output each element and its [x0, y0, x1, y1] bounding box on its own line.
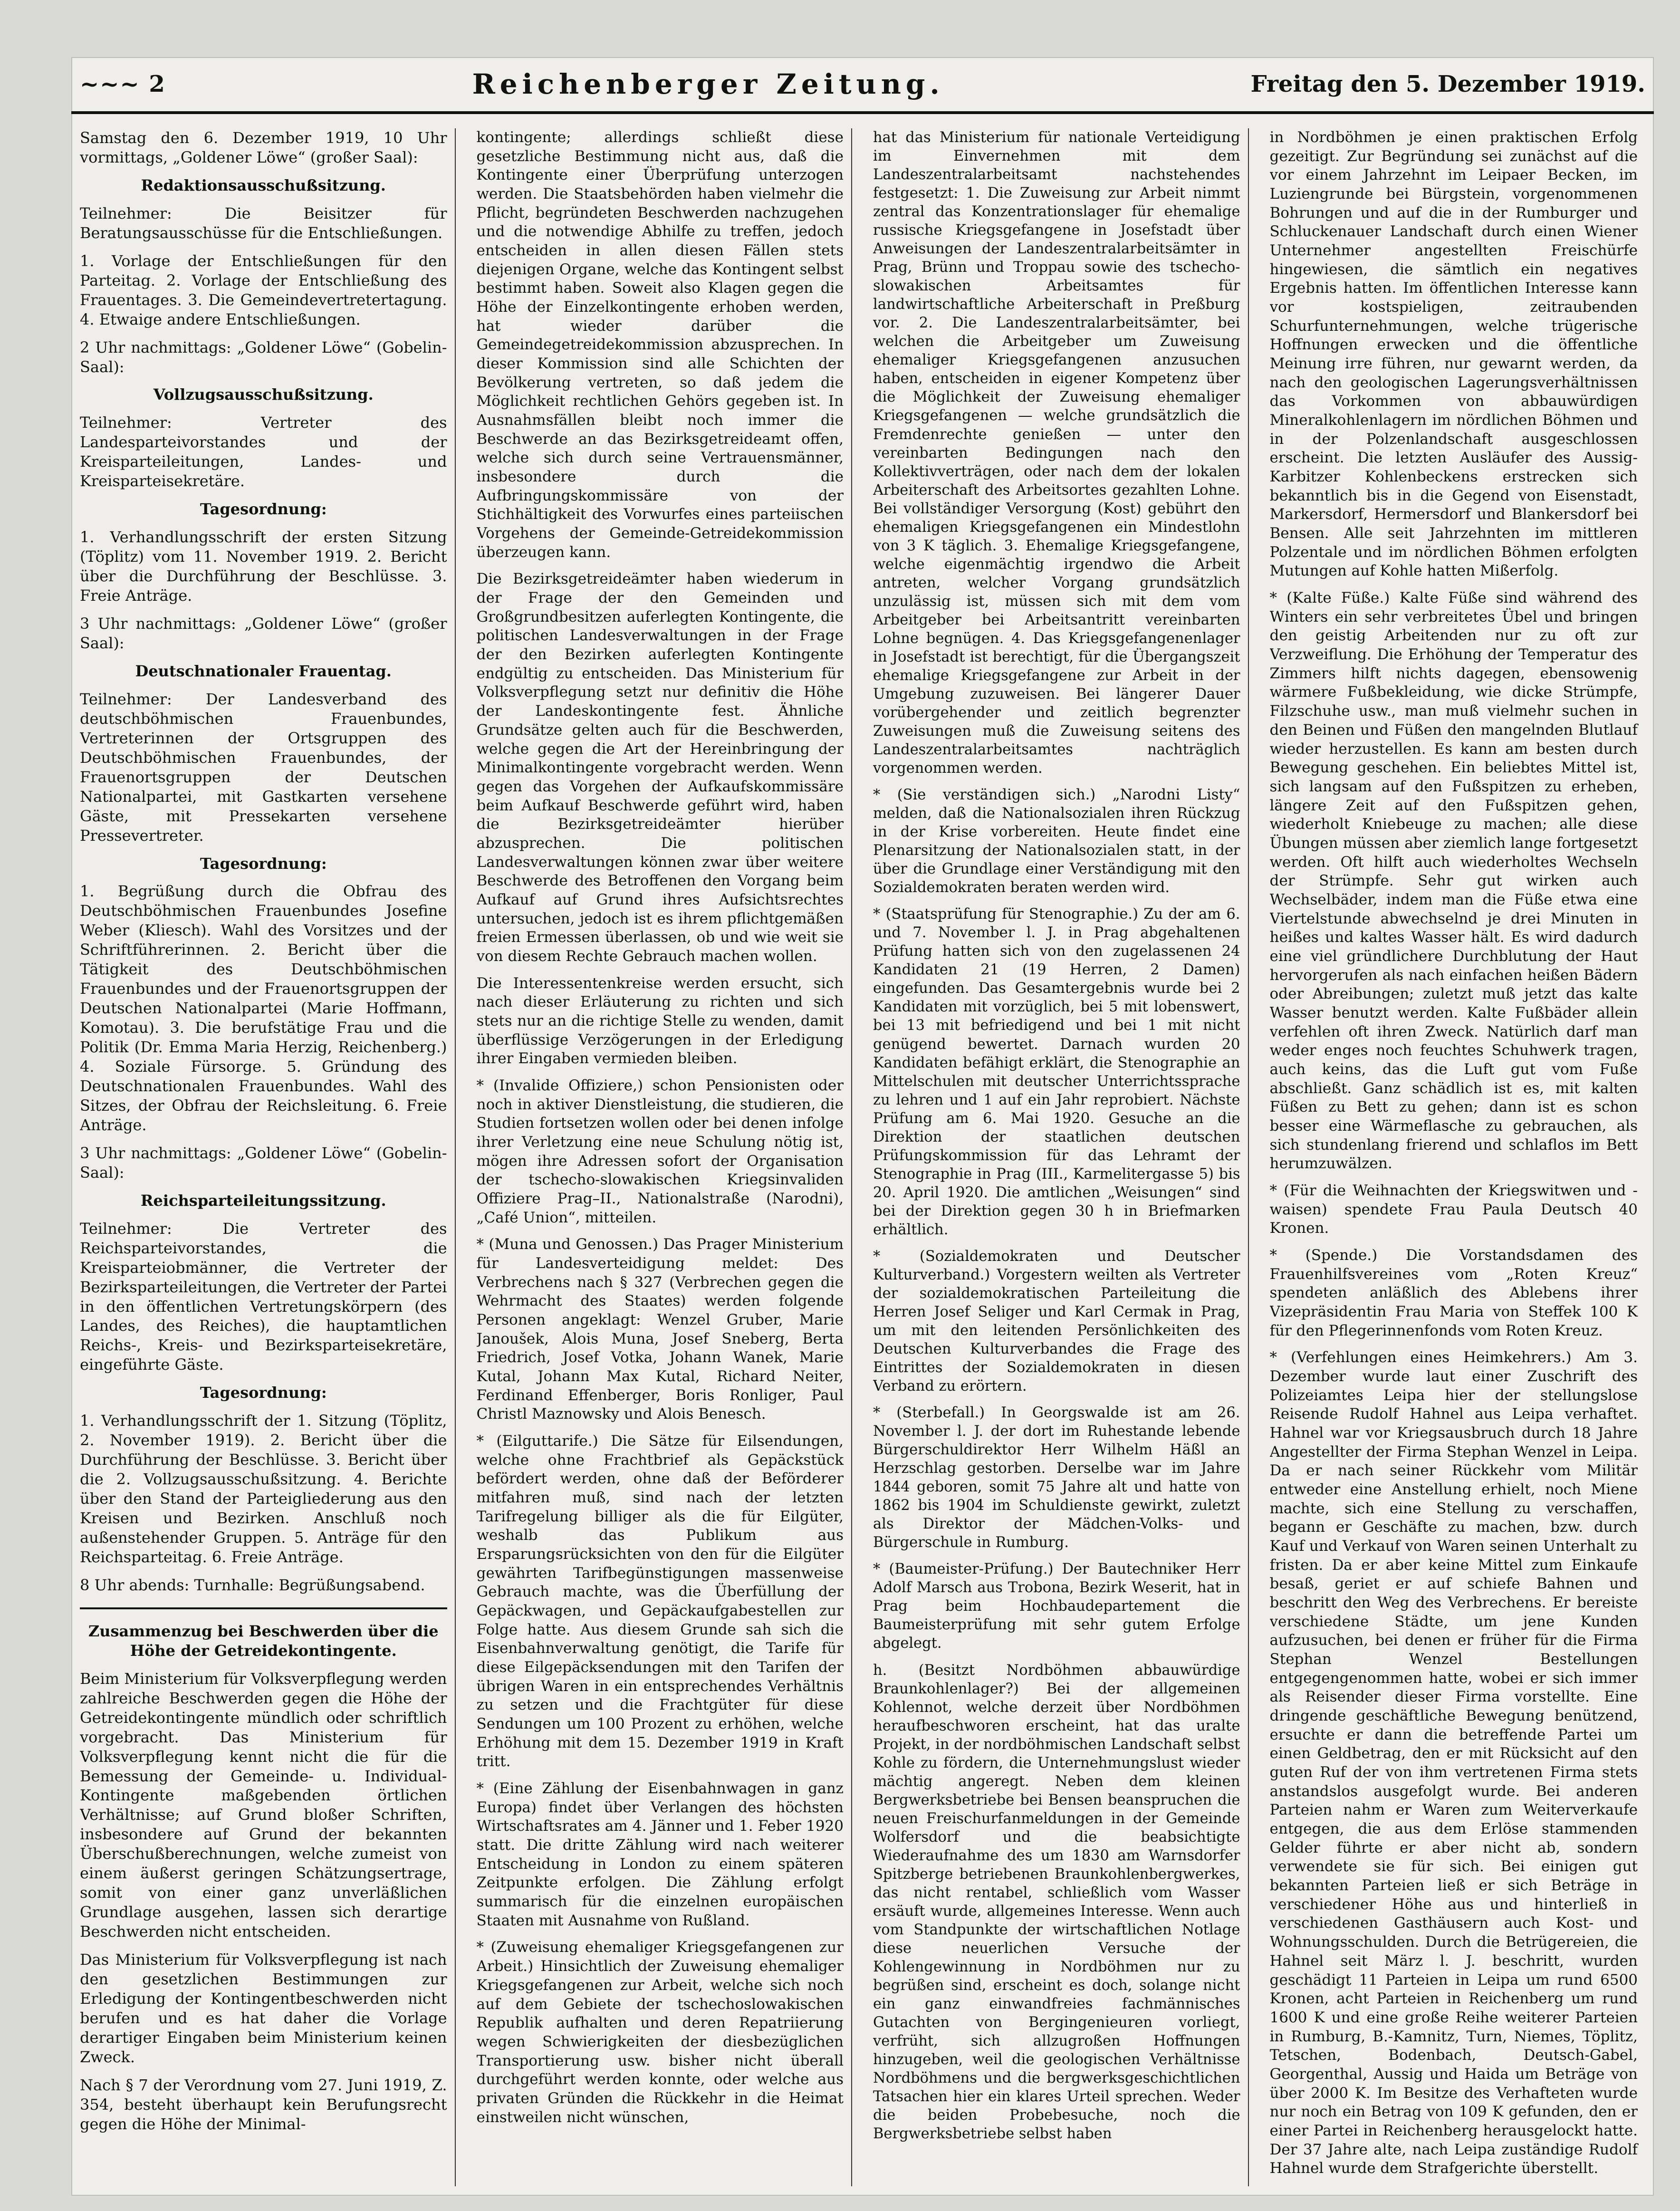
section-heading: Tagesordnung: [200, 854, 327, 873]
article-paragraph: * (Sozialdemokraten und Deutscher Kulturverband.) Vorgestern weilten als Vertreter der sozialdemokratischen Parteileitung die Herren Josef Seliger und Karl Cermak in Prag, um mit den leitenden Persönlichkeiten des Deutschen Kulturverbandes die Frage des Eintrittes der Sozialdemokraten in diesen Verband zu erörtern. [873, 1248, 1240, 1395]
issue-date: Freitag den 5. Dezember 1919. [1250, 71, 1645, 97]
article-paragraph: Nach § 7 der Verordnung vom 27. Juni 1919, Z. 354, besteht überhaupt kein Berufungsrecht gegen die Höhe der Minimal- [80, 2076, 447, 2133]
article-paragraph: * (Sie verständigen sich.) „Narodni Listy“ melden, daß die Nationalsozialen ihren Rückzug in der Krise vorbereiten. Heute findet eine Plenarsitzung der Nationalsozialen statt, in der über die Grundlage einer Verständigung mit den Sozialdemokraten beraten werden wird. [873, 787, 1240, 896]
article-paragraph: 1. Verhandlungsschrift der 1. Sitzung (Töplitz, 2. November 1919). 2. Bericht über die Durchführung der Beschlüsse. 3. Bericht über die 2. Vollzugsausschußsitzung. 4. Berichte über den Stand der Parteigliederung aus den Kreisen und Bezirken. Anschluß noch außenstehender Gruppen. 5. Anträge für den Reichsparteitag. 6. Freie Anträge. [80, 1412, 447, 1566]
article-paragraph: * (Zuweisung ehemaliger Kriegsgefangenen zur Arbeit.) Hinsichtlich der Zuweisung ehemaliger Kriegsgefangenen zur Arbeit, welche sich noch auf dem Gebiete der tschechoslowakischen Republik aufhalten und deren Repatriierung wegen Schwierigkeiten der diesbezüglichen Transportierung usw. bisher nicht überall durchgeführt werden konnte, oder welche aus privaten Gründen die Rückkehr in die Heimat einstweilen nicht wünschen, [476, 1939, 844, 2126]
article-paragraph: * (Eilguttarife.) Die Sätze für Eilsendungen, welche ohne Frachtbrief als Gepäckstück befördert werden, ohne daß der Beförderer mitfahren muß, sind nach der letzten Tarifregelung billiger als die für Eilgüter, weshalb das Publikum aus Ersparungsrücksichten von den für die Eilgüter gewährten Tarifbegünstigungen massenweise Gebrauch machte, was die Überfüllung der Gepäckwagen, und Gepäckaufgabestellen zur Folge hatte. Aus diesem Grunde sah sich die Eisenbahnverwaltung genötigt, die Tarife für diese Eilgepäcksendungen mit den Tarifen der übrigen Waren in ein entsprechendes Verhältnis zu setzen und die Frachtgüter für diese Sendungen um 100 Prozent zu erhöhen, welche Erhöhung mit dem 15. Dezember 1919 in Kraft tritt. [476, 1432, 844, 1770]
article-paragraph: kontingente; allerdings schließt diese gesetzliche Bestimmung nicht aus, daß die Kontingente einer Überprüfung unterzogen werden. Die Staatsbehörden haben vielmehr die Pflicht, begründeten Beschwerden nachzugehen und die notwendige Abhilfe zu treffen, jedoch entscheiden in allen diesen Fällen stets diejenigen Organe, welche das Kontingent selbst bestimmt haben. Soweit also Klagen gegen die Höhe der Einzelkontingente erhoben werden, hat wieder darüber die Gemeindegetreidekommission abzusprechen. In dieser Kommission sind alle Schichten der Bevölkerung vertreten, so daß jedem die Möglichkeit rechtlichen Gehörs gegeben ist. In Ausnahmsfällen bleibt noch immer die Beschwerde an das Bezirksgetreideamt offen, welche sich durch seine Vertrauensmänner, insbesondere durch die Aufbringungskommissäre von der Stichhältigkeit des Vorwurfes eines parteiischen Vorgehens der Gemeinde-Getreidekommission überzeugen kann. [476, 129, 844, 561]
section-heading: Reichsparteileitungssitzung. [140, 1191, 386, 1210]
article-paragraph: * (Spende.) Die Vorstandsdamen des Frauenhilfsvereines vom „Roten Kreuz“ spendeten anläßlich des Ablebens ihrer Vizepräsidentin Frau Maria von Steffek 100 K für den Pflegerinnenfonds vom Roten Kreuz. [1269, 1246, 1638, 1339]
section-heading: Redaktionsausschußsitzung. [141, 176, 386, 194]
article-paragraph: 2 Uhr nachmittags: „Goldener Löwe“ (Gobelin-Saal): [80, 338, 447, 376]
article-paragraph: * (Für die Weihnachten der Kriegswitwen und -waisen) spendete Frau Paula Deutsch 40 Kronen. [1269, 1182, 1638, 1237]
article-paragraph: Teilnehmer: Der Landesverband des deutschböhmischen Frauenbundes, Vertreterinnen der Ortsgruppen des Deutschböhmischen Frauenbundes, der Frauenortsgruppen der Deutschen Nationalpartei, mit Gastkarten versehene Gäste, mit Pressekarten versehene Pressevertreter. [80, 690, 447, 845]
section-heading: Tagesordnung: [200, 500, 327, 519]
masthead-title: Reichenberger Zeitung. [472, 68, 944, 100]
article-paragraph: * (Eine Zählung der Eisenbahnwagen in ganz Europa) findet über Verlangen des höchsten Wirtschaftsrates am 4. Jänner und 1. Feber 1920 statt. Die dritte Zählung wird nach weiterer Entscheidung in London zu einem späteren Zeitpunkte erfolgen. Die Zählung erfolgt summarisch für die einzelnen europäischen Staaten mit Ausnahme von Rußland. [476, 1780, 844, 1929]
page-number: ~~~ 2 [80, 71, 166, 97]
column-1 [80, 128, 456, 2186]
article-paragraph: Das Ministerium für Volksverpflegung ist nach den gesetzlichen Bestimmungen zur Erledigung der Kontingentbeschwerden nicht berufen und es hat daher die Vorlage derartiger Eingaben beim Ministerium keinen Zweck. [80, 1951, 447, 2066]
article-paragraph: * (Baumeister-Prüfung.) Der Bautechniker Herr Adolf Marsch aus Trobona, Bezirk Weserit, hat in Prag beim Hochbaudepartement die Baumeisterprüfung mit sehr gutem Erfolge abgelegt. [873, 1561, 1240, 1652]
article-paragraph: 3 Uhr nachmittags: „Goldener Löwe“ (großer Saal): [80, 615, 447, 652]
article-paragraph: * (Kalte Füße.) Kalte Füße sind während des Winters ein sehr verbreitetes Übel und bringen den geistig Arbeitenden nur zu oft zur Verzweiflung. Die Erhöhung der Temperatur des Zimmers hilft nichts dagegen, ebensowenig wärmere Fußbekleidung, wie dicke Strümpfe, Filzschuhe usw., man muß vielmehr suchen in den Beinen und Füßen den mangelnden Blutlauf wieder herzustellen. Es kann am besten durch Bewegung geschehen. Ein beliebtes Mittel ist, sich langsam auf den Fußspitzen zu erheben, längere Zeit auf den Fußspitzen gehen, wiederholt Kniebeuge zu machen; alle diese Übungen müssen aber ziemlich lange fortgesetzt werden. Oft hilft auch wiederholtes Wechseln der Strümpfe. Sehr gut wirken auch Wechselbäder, indem man die Füße etwa eine Viertelstunde abwechselnd je drei Minuten in heißes und kaltes Wasser hält. Es wird dadurch eine viel gründlichere Durchblutung der Haut hervorgerufen als nach einfachen heißen Bädern oder Abreibungen; zuletzt muß jetzt das kalte Wasser benutzt werden. Kalte Fußbäder allein verfehlen oft ihren Zweck. Natürlich darf man weder enges noch feuchtes Schuhwerk tragen, auch keins, das die Luft gut vom Fuße abschließt. Ganz schädlich ist es, mit kalten Füßen zu Bett zu gehen; dann ist es schon besser eine Wärmeflasche zu gebrauchen, als sich stundenlang frierend und schlaflos im Bett herumzuwälzen. [1269, 589, 1638, 1173]
article-paragraph: * (Invalide Offiziere,) schon Pensionisten oder noch in aktiver Dienstleistung, die studieren, die Studien fortsetzen wollen oder bei denen infolge ihrer Verletzung eine neue Schulung nötig ist, mögen ihre Adressen sofort der Organisation der tschecho-slowakischen Kriegsinvaliden Offiziere Prag–II., Nationalstraße (Narodni), „Café Union“, mitteilen. [476, 1077, 844, 1226]
section-divider [80, 1607, 447, 1609]
article-paragraph: * (Sterbefall.) In Georgswalde ist am 26. November l. J. der dort im Ruhestande lebende Bürgerschuldirektor Herr Wilhelm Häßl an Herzschlag gestorben. Derselbe war im Jahre 1844 geboren, somit 75 Jahre alt und hatte von 1862 bis 1904 im Schuldienste gewirkt, zuletzt als Direktor der Mädchen-Volks- und Bürgerschule in Rumburg. [873, 1404, 1240, 1551]
section-heading: Tagesordnung: [200, 1384, 327, 1402]
article-paragraph: in Nordböhmen je einen praktischen Erfolg gezeitigt. Zur Begründung sei zunächst auf die vor einem Jahrzehnt im Leipaer Becken, im Luziengrunde bei Bürgstein, vorgenommenen Bohrungen und auf die in der Rumburger und Schluckenauer Landschaft durch einen Wiener Unternehmer angestellten Freischürfe hingewiesen, die sämtlich ein negatives Ergebnis hatten. Im öffentlichen Interesse kann vor kostspieligen, zeitraubenden Schurfunternehmungen, welche trügerische Hoffnungen erwecken und die öffentliche Meinung irre führen, nur gewarnt werden, da nach den geologischen Lagerungsverhältnissen das Vorkommen von abbauwürdigen Mineralkohlenlagern im nördlichen Böhmen und in der Polzenlandschaft ausgeschlossen erscheint. Die letzten Ausläufer des Aussig-Karbitzer Kohlenbeckens erstrecken sich bekanntlich bis in die Gegend von Eisenstadt, Markersdorf, Hermersdorf und Blankersdorf bei Bensen. Alle seit Jahrzehnten im mittleren Polzentale und im nördlichen Böhmen erfolgten Mutungen auf Kohle hatten Mißerfolg. [1269, 129, 1638, 580]
section-heading: Zusammenzug bei Beschwerden über die Höhe der Getreidekontingente. [88, 1622, 439, 1660]
article-paragraph: Die Interessentenkreise werden ersucht, sich nach dieser Erläuterung zu richten und sich stets nur an die richtige Stelle zu wenden, damit überflüssige Verzögerungen in der Erledigung ihrer Eingaben vermieden bleiben. [476, 974, 844, 1067]
article-paragraph: 8 Uhr abends: Turnhalle: Begrüßungsabend. [80, 1576, 425, 1594]
article-paragraph: * (Staatsprüfung für Stenographie.) Zu der am 6. und 7. November l. J. in Prag abgehaltenen Prüfung hatten sich von den zugelassenen 24 Kandidaten 21 (19 Herren, 2 Damen) eingefunden. Das Gesamtergebnis wurde bei 2 Kandidaten mit vorzüglich, bei 5 mit lobenswert, bei 13 mit befriedigend und bei 1 mit nicht genügend bewertet. Darnach wurden 20 Kandidaten befähigt erklärt, die Stenographie an Mittelschulen mit deutscher Unterrichtssprache zu lehren und 1 auf ein Jahr reprobiert. Nächste Prüfung am 6. Mai 1920. Gesuche an die Direktion der staatlichen deutschen Prüfungskommission für das Lehramt der Stenographie in Prag (III., Karmelitergasse 5) bis 20. April 1920. Die amtlichen „Weisungen“ sind bei der Direktion gegen 30 h in Briefmarken erhältlich. [873, 906, 1240, 1238]
article-paragraph: hat das Ministerium für nationale Verteidigung im Einvernehmen mit dem Landeszentralarbeitsamt nachstehendes festgesetzt: 1. Die Zuweisung zur Arbeit nimmt zentral das Konzentrationslager für ehemalige russische Kriegsgefangene in Josefstadt über Anweisungen der Landeszentralarbeitsämter in Prag, Brünn und Troppau sowie des tschecho-slowakischen Arbeitsamtes für landwirtschaftliche Arbeiterschaft in Preßburg vor. 2. Die Landeszentralarbeitsämter, bei welchen die Arbeitgeber um Zuweisung ehemaliger Kriegsgefangenen anzusuchen haben, entscheiden in eigener Kompetenz über die Möglichkeit der Zuweisung ehemaliger Kriegsgefangenen — welche grundsätzlich die Fremdenrechte genießen — unter den vereinbarten Bedingungen nach den Kollektivverträgen, oder nach dem der lokalen Arbeiterschaft des Arbeitsortes gezahlten Lohne. Bei vollständiger Versorgung (Kost) gebührt den ehemaligen Kriegsgefangenen ein Mindestlohn von 3 K täglich. 3. Ehemalige Kriegsgefangene, welche eigenmächtig irgendwo die Arbeit antreten, welcher Vorgang grundsätzlich unzulässig ist, müssen sich mit dem vom Arbeitgeber bei Arbeitsantritt vereinbarten Lohne begnügen. 4. Das Kriegsgefangenenlager in Josefstadt ist berechtigt, für die Übergangszeit ehemalige Kriegsgefangene zur Arbeit in der Umgebung zuzuweisen. Bei längerer Dauer vorübergehender und zeitlich begrenzter Zuweisungen muß die Zuweisung seitens des Landeszentralarbeitsamtes nachträglich vorgenommen werden. [873, 129, 1240, 777]
column-2 [477, 128, 853, 2186]
section-heading: Vollzugsausschußsitzung. [153, 385, 374, 404]
newspaper-page [71, 57, 1654, 2196]
article-paragraph: h. (Besitzt Nordböhmen abbauwürdige Braunkohlenlager?) Bei der allgemeinen Kohlennot, welche derzeit über Nordböhmen heraufbeschworen erscheint, hat das uralte Projekt, in der nordböhmischen Landschaft selbst Kohle zu fördern, die Unternehmungslust wieder mächtig angeregt. Neben dem kleinen Bergwerksbetriebe bei Bensen beanspruchen die neuen Freischurfanmeldungen in der Gemeinde Wolfersdorf und die beabsichtigte Wiederaufnahme des um 1830 am Warnsdorfer Spitzberge betriebenen Braunkohlenbergwerkes, das nicht rentabel, schließlich vom Wasser ersäuft wurde, allgemeines Interesse. Wenn auch vom Standpunkte der wirtschaftlichen Notlage diese neuerlichen Versuche der Kohlengewinnung in Nordböhmen nur zu begrüßen sind, erscheint es doch, solange nicht ein ganz einwandfreies fachmännisches Gutachten von Bergingenieuren vorliegt, verfrüht, sich allzugroßen Hoffnungen hinzugeben, weil die geologischen Verhältnisse Nordböhmens und die bergwerksgeschichtlichen Tatsachen hier ein klares Urteil sprechen. Weder die beiden Probebesuche, noch die Bergwerksbetriebe selbst haben [873, 1662, 1240, 2143]
article-paragraph: Beim Ministerium für Volksverpflegung werden zahlreiche Beschwerden gegen die Höhe der Getreidekontingente mündlich oder schriftlich vorgebracht. Das Ministerium für Volksverpflegung kennt nicht die für die Bemessung der Gemeinde- u. Individual-Kontingente maßgebenden örtlichen Verhältnisse; auf Grund bloßer Schriften, insbesondere auf Grund der bekannten Überschußberechnungen, welche zumeist von einem äußerst geringen Schätzungsertrage, somit von einer ganz unverläßlichen Grundlage ausgehen, lassen sich derartige Beschwerden nicht entscheiden. [80, 1669, 447, 1941]
article-paragraph: Teilnehmer: Die Vertreter des Reichsparteivorstandes, die Kreisparteiobmänner, die Vertreter der Bezirksparteileitungen, die Vertreter der Partei in den öffentlichen Vertretungskörpern (des Landes, des Reiches), die hauptamtlichen Reichs-, Kreis- und Bezirksparteisekretäre, eingeführte Gäste. [80, 1219, 447, 1374]
column-3 [873, 128, 1249, 2186]
article-paragraph: 1. Verhandlungsschrift der ersten Sitzung (Töplitz) vom 11. November 1919. 2. Bericht über die Durchführung der Beschlüsse. 3. Freie Anträge. [80, 528, 447, 605]
article-paragraph: 1. Begrüßung durch die Obfrau des Deutschböhmischen Frauenbundes Josefine Weber (Kliesch). Wahl des Vorsitzes und der Schriftführerinnen. 2. Bericht über die Tätigkeit des Deutschböhmischen Frauenbundes und der Frauenortsgruppen der Deutschen Nationalpartei (Marie Hoffmann, Komotau). 3. Die berufstätige Frau und die Politik (Dr. Emma Maria Herzig, Reichenberg.) 4. Soziale Fürsorge. 5. Gründung des Deutschnationalen Frauenbundes. Wahl des Sitzes, der Obfrau der Reichsleitung. 6. Freie Anträge. [80, 882, 447, 1134]
article-columns [71, 128, 1654, 2186]
article-paragraph: Teilnehmer: Die Beisitzer für Beratungsausschüsse für die Entschließungen. [80, 204, 447, 242]
article-paragraph: Samstag den 6. Dezember 1919, 10 Uhr vormittags, „Goldener Löwe“ (großer Saal): [80, 129, 447, 166]
article-paragraph: 3 Uhr nachmittags: „Goldener Löwe“ (Gobelin-Saal): [80, 1144, 447, 1182]
page-header [71, 57, 1654, 114]
article-paragraph: Die Bezirksgetreideämter haben wiederum in der Frage der den Gemeinden und Großgrundbesitzen auferlegten Kontingente, die politischen Landesverwaltungen in der Frage der den Bezirken auferlegten Kontingente endgültig zu entscheiden. Das Ministerium für Volksverpflegung setzt nur definitiv die Höhe der Landeskontingente fest. Ähnliche Grundsätze gelten auch für die Beschwerden, welche gegen die Art der Hereinbringung der Minimalkontingente vorgebracht werden. Wenn gegen das Vorgehen der Aufkaufskommissäre beim Aufkauf Beschwerde geführt wird, haben die Bezirksgetreideämter hierüber abzusprechen. Die politischen Landesverwaltungen können zwar über weitere Beschwerde des Betroffenen den Vorgang beim Aufkauf auf Grund ihres Aufsichtsrechtes untersuchen, jedoch ist es ihrem pflichtgemäßen freien Ermessen überlassen, ob und wie weit sie von diesem Rechte Gebrauch machen wollen. [476, 570, 844, 965]
article-paragraph: Teilnehmer: Vertreter des Landesparteivorstandes und der Kreisparteileitungen, Landes- und Kreisparteisekretäre. [80, 413, 447, 490]
article-paragraph: * (Verfehlungen eines Heimkehrers.) Am 3. Dezember wurde laut einer Zuschrift des Polizeiamtes Leipa hier der stellungslose Reisende Rudolf Hahnel aus Leipa verhaftet. Hahnel war vor Kriegsausbruch durch 18 Jahre Angestellter der Firma Stephan Wenzel in Leipa. Da er nach seiner Rückkehr vom Militär entweder eine Anstellung erhielt, noch Miene machte, sich eine Stellung zu verschaffen, begann er Geschäfte zu machen, bzw. durch Kauf und Verkauf von Waren seinen Unterhalt zu fristen. Da er aber keine Mittel zum Einkaufe besaß, geriet er auf schiefe Bahnen und beschritt den Weg des Verbrechens. Er bereiste verschiedene Städte, um jene Kunden aufzusuchen, bei denen er früher für die Firma Stephan Wenzel Bestellungen entgegengenommen hatte, wobei er sich immer als Reisender dieser Firma vorstellte. Eine dringende geschäftliche Bewegung benützend, ersuchte er dann die betreffende Partei um einen Geldbetrag, den er mit Rücksicht auf den guten Ruf der von ihm vertretenen Firma stets anstandslos ausgefolgt wurde. Bei anderen Parteien nahm er Waren zum Weiterverkaufe entgegen, die aus dem Erlöse stammenden Gelder führte er aber nicht ab, sondern verwendete sie für sich. Bei einigen gut bekannten Parteien ließ er sich Beträge in verschiedener Höhe aus und hinterließ in verschiedenen Gasthäusern auch Kost- und Wohnungsschulden. Durch die Betrügereien, die Hahnel seit März l. J. beschritt, wurden geschädigt 11 Parteien in Leipa um rund 6500 Kronen, acht Parteien in Reichenberg um rund 1600 K und eine große Reihe weiterer Parteien in Rumburg, B.-Kamnitz, Turn, Niemes, Töplitz, Tetschen, Bodenbach, Deutsch-Gabel, Georgenthal, Aussig und Haida um Beträge von über 2000 K. Im Besitze des Verhafteten wurde nur noch ein Betrag von 109 K gefunden, den er einer Partei in Reichenberg herausgelockt hatte. Der 37 Jahre alte, nach Leipa zuständige Rudolf Hahnel wurde dem Strafgerichte überstellt. [1269, 1349, 1638, 2177]
section-heading: Deutschnationaler Frauentag. [135, 662, 392, 680]
article-paragraph: 1. Vorlage der Entschließungen für den Parteitag. 2. Vorlage der Entschließung des Frauentages. 3. Die Gemeindevertretertagung. 4. Etwaige andere Entschließungen. [80, 251, 447, 328]
column-4 [1270, 128, 1646, 2186]
article-paragraph: * (Muna und Genossen.) Das Prager Ministerium für Landesverteidigung meldet: Des Verbrechens nach § 327 (Verbrechen gegen die Wehrmacht des Staates) werden folgende Personen angeklagt: Wenzel Gruber, Marie Janoušek, Alois Muna, Josef Sneberg, Berta Friedrich, Josef Votka, Johann Wanek, Marie Kutal, Johann Max Kutal, Richard Neiter, Ferdinand Effenberger, Boris Ronliger, Paul Christl Maznowsky und Alois Benesch. [476, 1236, 844, 1423]
